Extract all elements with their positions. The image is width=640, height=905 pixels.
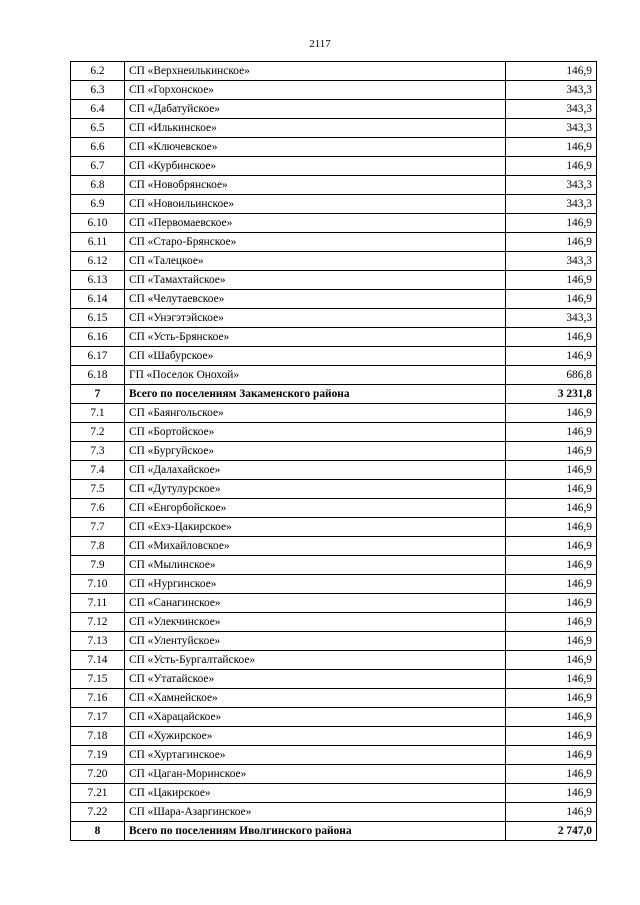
row-number-cell: 6.10	[71, 214, 125, 233]
row-number-cell: 7.17	[71, 708, 125, 727]
row-number-cell: 6.14	[71, 290, 125, 309]
table-row	[71, 233, 597, 252]
settlement-name-cell: СП «Бургуйское»	[125, 442, 506, 461]
table-row	[71, 62, 597, 81]
settlement-name-cell: СП «Унэгэтэйское»	[125, 309, 506, 328]
table-row	[71, 195, 597, 214]
table-row	[71, 328, 597, 347]
row-number-cell: 7.10	[71, 575, 125, 594]
settlements-table	[70, 61, 597, 841]
table-row	[71, 100, 597, 119]
settlement-name-cell: СП «Бортойское»	[125, 423, 506, 442]
amount-cell: 146,9	[506, 499, 597, 518]
row-number-cell: 6.8	[71, 176, 125, 195]
row-number-cell: 6.9	[71, 195, 125, 214]
settlement-name-cell: СП «Харацайское»	[125, 708, 506, 727]
row-number-cell: 7.15	[71, 670, 125, 689]
page-number: 2117	[309, 38, 331, 50]
amount-cell: 343,3	[506, 100, 597, 119]
table-row	[71, 442, 597, 461]
row-number-cell: 7.6	[71, 499, 125, 518]
amount-cell: 146,9	[506, 632, 597, 651]
settlement-name-cell: Всего по поселениям Иволгинского района	[125, 822, 506, 841]
settlement-name-cell: СП «Шабурское»	[125, 347, 506, 366]
row-number-cell: 7.13	[71, 632, 125, 651]
amount-cell: 146,9	[506, 765, 597, 784]
settlement-name-cell: СП «Новоильинское»	[125, 195, 506, 214]
settlement-name-cell: СП «Санагинское»	[125, 594, 506, 613]
table-row	[71, 632, 597, 651]
settlement-name-cell: СП «Енгорбойское»	[125, 499, 506, 518]
row-number-cell: 6.6	[71, 138, 125, 157]
amount-cell: 146,9	[506, 480, 597, 499]
table-total-row	[71, 822, 597, 841]
table-row	[71, 423, 597, 442]
amount-cell: 146,9	[506, 157, 597, 176]
amount-cell: 146,9	[506, 670, 597, 689]
row-number-cell: 7.19	[71, 746, 125, 765]
table-row	[71, 214, 597, 233]
settlement-name-cell: СП «Усть-Брянское»	[125, 328, 506, 347]
settlement-name-cell: СП «Первомаевское»	[125, 214, 506, 233]
amount-cell: 146,9	[506, 347, 597, 366]
row-number-cell: 7.16	[71, 689, 125, 708]
settlement-name-cell: СП «Хужирское»	[125, 727, 506, 746]
row-number-cell: 7.7	[71, 518, 125, 537]
row-number-cell: 7.1	[71, 404, 125, 423]
settlement-name-cell: СП «Хамнейское»	[125, 689, 506, 708]
row-number-cell: 6.3	[71, 81, 125, 100]
table-row	[71, 138, 597, 157]
amount-cell: 146,9	[506, 138, 597, 157]
table-row	[71, 81, 597, 100]
row-number-cell: 7.8	[71, 537, 125, 556]
amount-cell: 2 747,0	[506, 822, 597, 841]
table-row	[71, 689, 597, 708]
amount-cell: 146,9	[506, 689, 597, 708]
settlement-name-cell: Всего по поселениям Закаменского района	[125, 385, 506, 404]
table-row	[71, 271, 597, 290]
table-row	[71, 708, 597, 727]
settlement-name-cell: СП «Хуртагинское»	[125, 746, 506, 765]
amount-cell: 146,9	[506, 537, 597, 556]
amount-cell: 146,9	[506, 214, 597, 233]
amount-cell: 146,9	[506, 784, 597, 803]
settlement-name-cell: СП «Цаган-Моринское»	[125, 765, 506, 784]
amount-cell: 146,9	[506, 727, 597, 746]
table-row	[71, 537, 597, 556]
row-number-cell: 6.7	[71, 157, 125, 176]
table-row	[71, 309, 597, 328]
amount-cell: 3 231,8	[506, 385, 597, 404]
table-row	[71, 784, 597, 803]
table-row	[71, 594, 597, 613]
settlement-name-cell: СП «Далахайское»	[125, 461, 506, 480]
amount-cell: 343,3	[506, 195, 597, 214]
table-row	[71, 556, 597, 575]
amount-cell: 146,9	[506, 328, 597, 347]
row-number-cell: 6.15	[71, 309, 125, 328]
amount-cell: 146,9	[506, 233, 597, 252]
amount-cell: 146,9	[506, 290, 597, 309]
amount-cell: 146,9	[506, 461, 597, 480]
amount-cell: 146,9	[506, 271, 597, 290]
table-row	[71, 157, 597, 176]
row-number-cell: 7.21	[71, 784, 125, 803]
settlement-name-cell: ГП «Поселок Онохой»	[125, 366, 506, 385]
row-number-cell: 7.20	[71, 765, 125, 784]
amount-cell: 146,9	[506, 803, 597, 822]
table-row	[71, 670, 597, 689]
table-row	[71, 746, 597, 765]
settlement-name-cell: СП «Тамахтайское»	[125, 271, 506, 290]
settlement-name-cell: СП «Михайловское»	[125, 537, 506, 556]
row-number-cell: 6.5	[71, 119, 125, 138]
row-number-cell: 6.17	[71, 347, 125, 366]
settlement-name-cell: СП «Нургинское»	[125, 575, 506, 594]
settlement-name-cell: СП «Ехэ-Цакирское»	[125, 518, 506, 537]
row-number-cell: 6.16	[71, 328, 125, 347]
row-number-cell: 7.22	[71, 803, 125, 822]
amount-cell: 146,9	[506, 442, 597, 461]
amount-cell: 343,3	[506, 119, 597, 138]
table-row	[71, 651, 597, 670]
settlement-name-cell: СП «Старо-Брянское»	[125, 233, 506, 252]
amount-cell: 146,9	[506, 594, 597, 613]
row-number-cell: 6.13	[71, 271, 125, 290]
amount-cell: 146,9	[506, 575, 597, 594]
settlement-name-cell: СП «Улекчинское»	[125, 613, 506, 632]
table-row	[71, 727, 597, 746]
settlement-name-cell: СП «Новобрянское»	[125, 176, 506, 195]
table-row	[71, 613, 597, 632]
amount-cell: 146,9	[506, 404, 597, 423]
amount-cell: 146,9	[506, 518, 597, 537]
settlement-name-cell: СП «Утатайское»	[125, 670, 506, 689]
table-row	[71, 499, 597, 518]
settlement-name-cell: СП «Горхонское»	[125, 81, 506, 100]
row-number-cell: 6.11	[71, 233, 125, 252]
table-row	[71, 176, 597, 195]
settlement-name-cell: СП «Баянгольское»	[125, 404, 506, 423]
table-row	[71, 347, 597, 366]
row-number-cell: 7.5	[71, 480, 125, 499]
row-number-cell: 6.12	[71, 252, 125, 271]
row-number-cell: 7.12	[71, 613, 125, 632]
settlement-name-cell: СП «Илькинское»	[125, 119, 506, 138]
amount-cell: 146,9	[506, 423, 597, 442]
table-row	[71, 765, 597, 784]
amount-cell: 146,9	[506, 62, 597, 81]
settlement-name-cell: СП «Дутулурское»	[125, 480, 506, 499]
amount-cell: 343,3	[506, 309, 597, 328]
table-row	[71, 518, 597, 537]
settlement-name-cell: СП «Челутаевское»	[125, 290, 506, 309]
table-row	[71, 366, 597, 385]
table-row	[71, 252, 597, 271]
settlement-name-cell: СП «Мылинское»	[125, 556, 506, 575]
settlement-name-cell: СП «Цакирское»	[125, 784, 506, 803]
amount-cell: 343,3	[506, 252, 597, 271]
row-number-cell: 6.18	[71, 366, 125, 385]
row-number-cell: 7.9	[71, 556, 125, 575]
amount-cell: 343,3	[506, 81, 597, 100]
table-row	[71, 290, 597, 309]
settlement-name-cell: СП «Ключевское»	[125, 138, 506, 157]
amount-cell: 146,9	[506, 613, 597, 632]
settlement-name-cell: СП «Шара-Азаргинское»	[125, 803, 506, 822]
row-number-cell: 6.4	[71, 100, 125, 119]
row-number-cell: 7.18	[71, 727, 125, 746]
settlement-name-cell: СП «Усть-Бургалтайское»	[125, 651, 506, 670]
amount-cell: 686,8	[506, 366, 597, 385]
table-row	[71, 575, 597, 594]
row-number-cell: 6.2	[71, 62, 125, 81]
table-row	[71, 119, 597, 138]
table-row	[71, 803, 597, 822]
settlement-name-cell: СП «Курбинское»	[125, 157, 506, 176]
settlement-name-cell: СП «Дабатуйское»	[125, 100, 506, 119]
amount-cell: 146,9	[506, 651, 597, 670]
row-number-cell: 8	[71, 822, 125, 841]
settlement-name-cell: СП «Верхнеилькинское»	[125, 62, 506, 81]
row-number-cell: 7.3	[71, 442, 125, 461]
row-number-cell: 7.14	[71, 651, 125, 670]
row-number-cell: 7	[71, 385, 125, 404]
settlement-name-cell: СП «Талецкое»	[125, 252, 506, 271]
table-row	[71, 480, 597, 499]
amount-cell: 146,9	[506, 708, 597, 727]
row-number-cell: 7.11	[71, 594, 125, 613]
table-row	[71, 404, 597, 423]
table-total-row	[71, 385, 597, 404]
amount-cell: 146,9	[506, 746, 597, 765]
amount-cell: 146,9	[506, 556, 597, 575]
table-row	[71, 461, 597, 480]
row-number-cell: 7.2	[71, 423, 125, 442]
settlement-name-cell: СП «Улентуйское»	[125, 632, 506, 651]
amount-cell: 343,3	[506, 176, 597, 195]
row-number-cell: 7.4	[71, 461, 125, 480]
table-body	[71, 62, 597, 841]
